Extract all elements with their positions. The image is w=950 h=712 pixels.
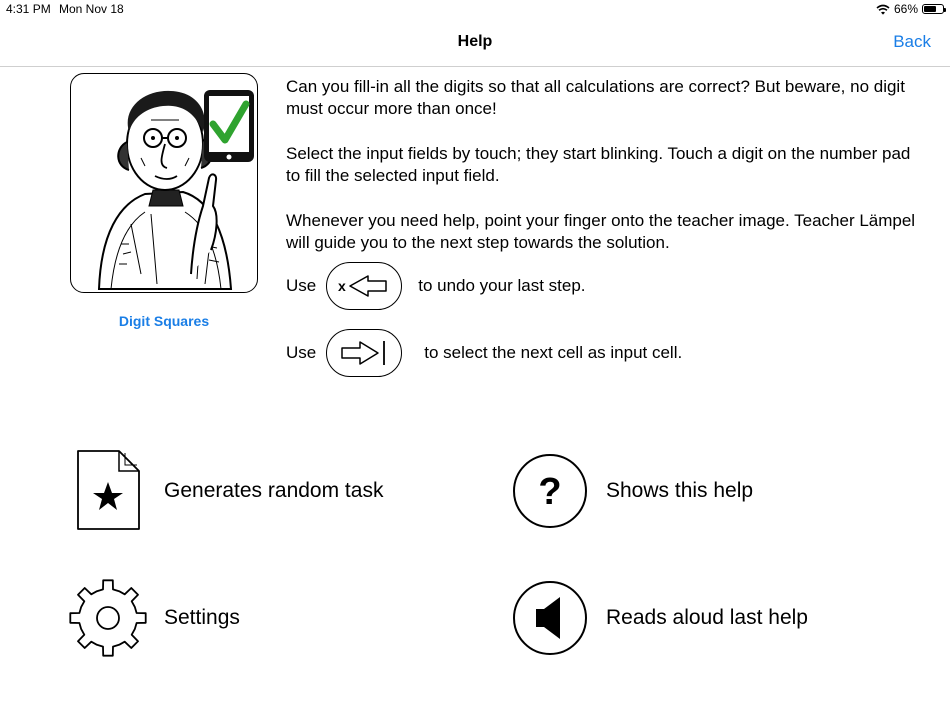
help-text [286,76,916,277]
help-label: Shows this help [606,479,754,502]
wifi-icon [876,4,890,15]
undo-prefix: Use [286,276,317,295]
status-time: 4:31 PM [6,2,51,16]
help-item [508,449,753,533]
teacher-illustration [71,74,258,293]
random-task-item [66,449,383,533]
help-paragraph-2: Select the input fields by touch; they start blinking. Touch a digit on the number pad to fill the selected input field. [286,144,911,185]
next-prefix: Use [286,343,317,362]
next-cell-row [286,329,682,377]
status-date: Mon Nov 18 [59,2,124,16]
speaker-icon[interactable] [508,576,592,660]
read-aloud-item [508,576,808,660]
app-name-label: Digit Squares [118,313,210,329]
back-button[interactable]: Back [893,32,931,51]
help-icon[interactable] [508,449,592,533]
undo-arrow-icon [334,271,394,301]
next-cell-button[interactable] [326,329,402,377]
read-aloud-label: Reads aloud last help [606,606,808,629]
settings-label: Settings [164,606,240,629]
next-suffix: to select the next cell as input cell. [424,343,683,362]
battery-percent: 66% [893,2,918,16]
help-glyph: ? [538,471,562,513]
new-task-icon[interactable] [66,449,150,533]
battery-icon [922,4,944,14]
next-arrow-icon [334,338,394,368]
navigation-bar [0,20,950,67]
battery-fill [924,6,936,12]
undo-glyph: x [338,278,347,294]
random-task-label: Generates random task [164,479,384,502]
undo-suffix: to undo your last step. [418,276,586,295]
status-bar [0,0,950,20]
help-paragraph-3: Whenever you need help, point your finger onto the teacher image. Teacher Lämpel will guide you to the next step towards the solution. [286,211,916,252]
help-paragraph-1: Can you fill-in all the digits so that all calculations are correct? But beware, no digit must occur more than once! [286,77,905,118]
page-title: Help [457,33,493,50]
undo-row [286,262,586,310]
teacher-image[interactable] [70,73,258,293]
gear-icon[interactable] [66,576,150,660]
undo-button[interactable] [326,262,402,310]
status-right [876,2,944,16]
settings-item [66,576,240,660]
